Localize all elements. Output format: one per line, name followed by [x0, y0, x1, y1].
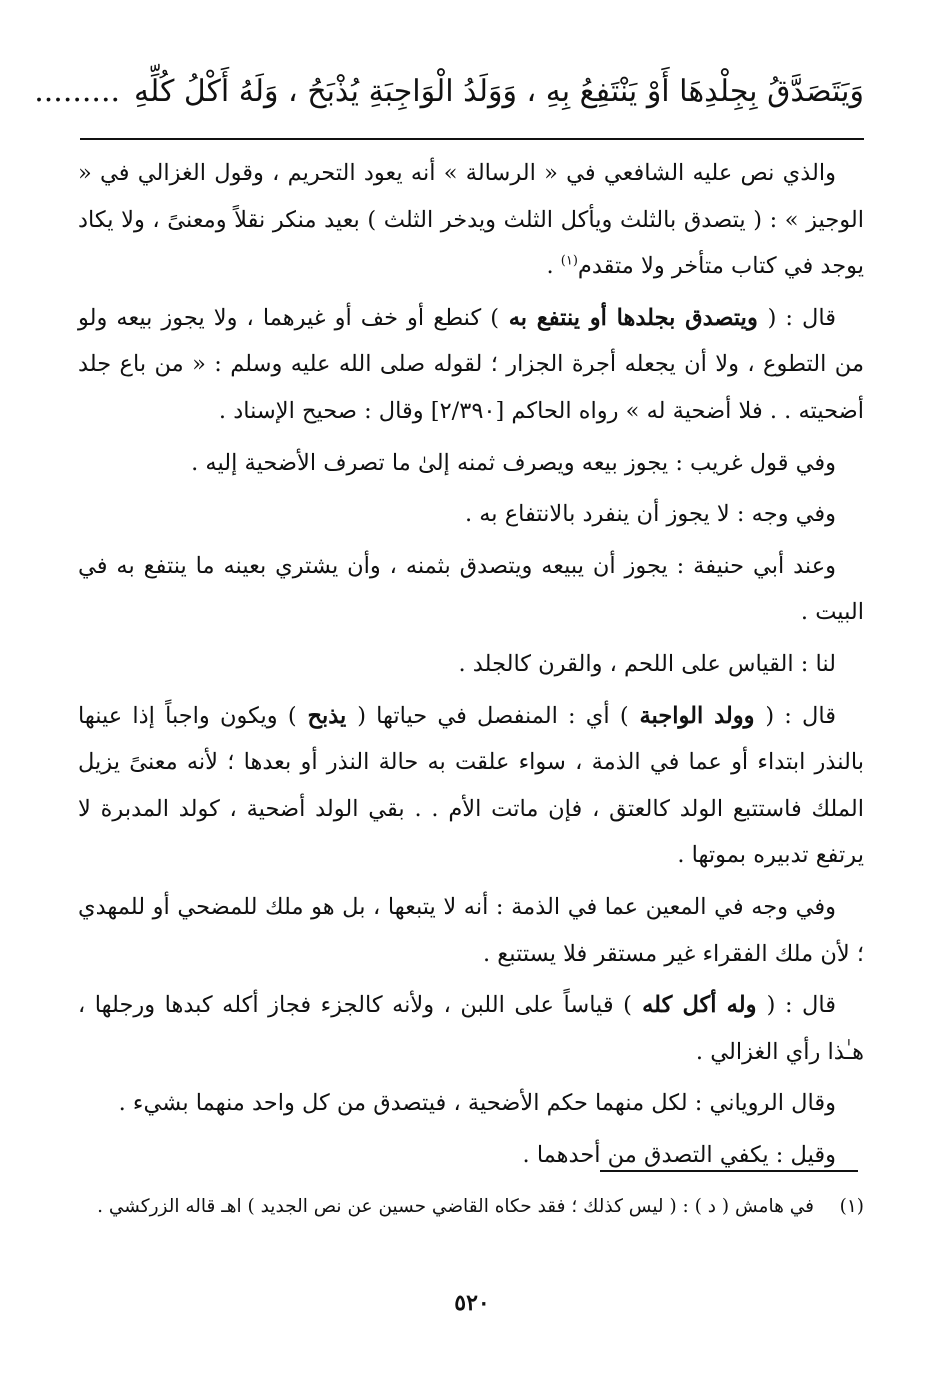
paragraph-4	[78, 491, 864, 538]
paragraph-9	[78, 982, 864, 1075]
paragraph-7-mid: ) أي : المنفصل في حياتها (	[357, 702, 629, 729]
matn-quote: وولد الواجبة	[628, 702, 766, 729]
paragraph-11-text: وقيل : يكفي التصدق من أحدهما .	[522, 1141, 836, 1168]
paragraph-8-text: وفي وجه في المعين عما في الذمة : أنه لا يتبعها ، بل هو ملك للمضحي أو للمهدي ؛ لأن ملك الفقراء غير مستقر فلا يستتبع .	[78, 893, 864, 967]
matn-quote: وله أكل كله	[631, 992, 767, 1019]
commentary-body	[78, 150, 864, 1183]
matn-quote: يذبح	[296, 702, 358, 729]
paragraph-7-prefix: قال : (	[765, 702, 837, 729]
paragraph-5	[78, 543, 864, 636]
paragraph-10-text: وقال الروياني : لكل منهما حكم الأضحية ، فيتصدق من كل واحد منهما بشيء .	[118, 1090, 836, 1117]
paragraph-2-text: ) كنطع أو خف أو غيرهما ، ولا يجوز بيعه ولو من التطوع ، ولا أن يجعله أجرة الجزار ؛ لقوله صلى الله عليه وسلم : « من باع جلد أضحيته . . فلا أضحية له » رواه الحاكم [٢/٣٩٠] وقال : صحيح الإسناد .	[78, 304, 864, 424]
paragraph-6	[78, 641, 864, 688]
paragraph-9-text: ) قياساً على اللبن ، ولأنه كالجزء فجاز أكله كبدها ورجلها ، هـٰذا رأي الغزالي .	[78, 992, 864, 1065]
paragraph-9-prefix: قال : (	[766, 992, 837, 1019]
paragraph-1	[78, 150, 864, 290]
paragraph-10	[78, 1080, 864, 1127]
matn-quote: ويتصدق بجلدها أو ينتفع به	[499, 304, 768, 331]
paragraph-2-prefix: قال : (	[767, 304, 837, 331]
paragraph-7	[78, 693, 864, 879]
paragraph-8	[78, 884, 864, 977]
paragraph-3-text: وفي قول غريب : يجوز بيعه ويصرف ثمنه إلىٰ ما تصرف الأضحية إليه .	[191, 449, 836, 476]
paragraph-2	[78, 295, 864, 435]
paragraph-5-text: وعند أبي حنيفة : يجوز أن يبيعه ويتصدق بثمنه ، وأن يشتري بعينه ما ينتفع به في البيت .	[78, 552, 864, 626]
paragraph-1-text: والذي نص عليه الشافعي في « الرسالة » أنه يعود التحريم ، وقول الغزالي في « الوجيز » : ( يتصدق بالثلث ويأكل الثلث ويدخر الثلث ) بعيد منكر نقلاً ومعنىً ، ولا يكاد يوجد في كتاب متأخر ولا متقدم	[78, 160, 864, 280]
footnote	[80, 1190, 864, 1224]
paragraph-3	[78, 440, 864, 487]
paragraph-7-text: ) ويكون واجباً إذا عينها بالنذر ابتداء أو عما في الذمة ، سواء علقت به حالة النذر أو بعدها ؛ لأنه معنىً يزيل الملك فاستتبع الولد كالعتق ، فإن ماتت الأم . . بقي الولد أضحية ، كولد المدبرة لا يرتفع تدبيره بموتها .	[78, 702, 864, 869]
matn-ellipsis: .........	[34, 74, 121, 109]
header-divider	[80, 138, 864, 140]
footnote-ref[interactable]: (١)	[560, 253, 578, 269]
paragraph-1-tail: .	[546, 253, 561, 280]
matn-header	[34, 62, 864, 122]
footnote-divider	[600, 1170, 858, 1172]
page-number: ٥٢٠	[454, 1290, 490, 1316]
footnote-text: في هامش ( د ) : ( ليس كذلك ؛ فقد حكاه القاضي حسين عن نص الجديد ) اهـ قاله الزركشي .	[97, 1196, 814, 1217]
matn-text: وَيَتَصَدَّقُ بِجِلْدِهَا أَوْ يَنْتَفِعُ بِهِ ، وَوَلَدُ الْوَاجِبَةِ يُذْبَحُ ، وَلَهُ أَكْلُ كُلِّهِ	[134, 74, 864, 109]
paragraph-4-text: وفي وجه : لا يجوز أن ينفرد بالانتفاع به .	[464, 501, 836, 528]
footnote-number: (١)	[839, 1196, 864, 1217]
paragraph-6-text: لنا : القياس على اللحم ، والقرن كالجلد .	[458, 650, 836, 677]
